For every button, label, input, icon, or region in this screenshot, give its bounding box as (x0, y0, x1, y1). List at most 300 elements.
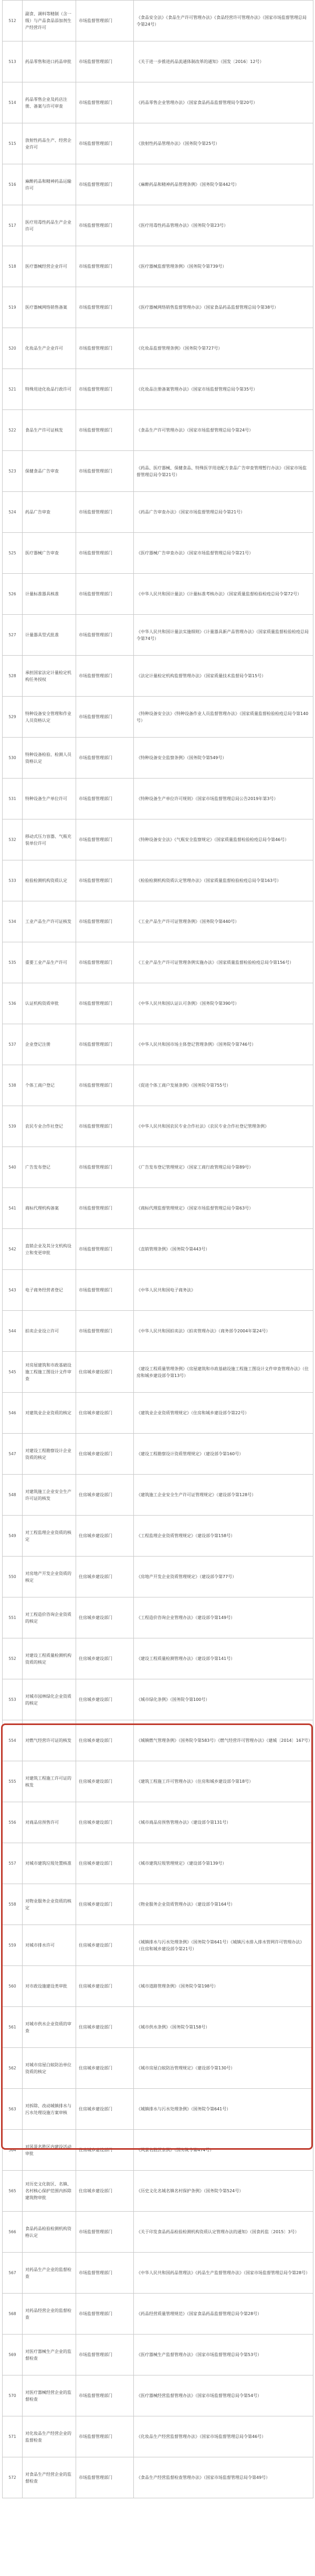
legal-basis: 《城市房屋白蚁防治管理规定》（建设部令第130号） (134, 2048, 313, 2089)
department: 住房城乡建设部门 (76, 1516, 134, 1557)
item-name: 企业登记注册 (23, 1024, 76, 1065)
item-name: 对药品生产企业的监督检查 (23, 2253, 76, 2294)
item-name: 药品零售和进口药品审批 (23, 41, 76, 82)
table-row (3, 1024, 313, 1065)
table-row (3, 1147, 313, 1188)
department: 市场监督管理部门 (76, 2375, 134, 2416)
row-number: 570 (3, 2375, 23, 2416)
legal-basis: 《化妆品监督管理条例》（国务院令第727号） (134, 328, 313, 369)
department: 市场监督管理部门 (76, 82, 134, 123)
row-number: 560 (3, 1966, 23, 2007)
department: 市场监督管理部门 (76, 2294, 134, 2335)
department: 住房城乡建设部门 (76, 1475, 134, 1516)
department: 住房城乡建设部门 (76, 2130, 134, 2171)
row-number: 513 (3, 41, 23, 82)
item-name: 对燃气经营许可证的核发 (23, 1720, 76, 1761)
department: 市场监督管理部门 (76, 942, 134, 983)
item-name: 对物业服务企业资质的核定 (23, 1884, 76, 1925)
department: 住房城乡建设部门 (76, 1679, 134, 1720)
row-number: 557 (3, 1843, 23, 1884)
department: 住房城乡建设部门 (76, 1597, 134, 1638)
department: 市场监督管理部门 (76, 1106, 134, 1147)
table-row (3, 2089, 313, 2130)
item-name: 保健食品广告审查 (23, 451, 76, 492)
department: 住房城乡建设部门 (76, 1884, 134, 1925)
item-name: 认证机构资质审批 (23, 983, 76, 1024)
item-name: 对工程造价咨询企业资质的核定 (23, 1597, 76, 1638)
row-number: 535 (3, 942, 23, 983)
item-name: 对城市建筑垃圾处置核准 (23, 1843, 76, 1884)
legal-basis: 《化妆品注册备案管理办法》（国家市场监督管理总局令第35号） (134, 369, 313, 410)
legal-basis: 《中华人民共和国农民专业合作社法》《农民专业合作社登记管理条例》 (134, 1106, 313, 1147)
item-name: 对商品房预售许可 (23, 1802, 76, 1843)
legal-basis: 《医疗器械生产监督管理办法》（国家市场监督管理总局令第53号） (134, 2335, 313, 2375)
department: 市场监督管理部门 (76, 164, 134, 205)
legal-basis: 《城市绿化条例》（国务院令第100号） (134, 1679, 313, 1720)
item-name: 广告发布登记 (23, 1147, 76, 1188)
item-name: 医疗器械网络销售备案 (23, 287, 76, 328)
row-number: 527 (3, 615, 23, 656)
item-name: 计量器具型式批准 (23, 615, 76, 656)
item-name: 对食品生产经营企业的监督检查 (23, 2457, 76, 2498)
table-row (3, 1270, 313, 1311)
table-row (3, 2375, 313, 2416)
row-number: 528 (3, 656, 23, 697)
item-name: 医疗用毒性药品生产企业许可 (23, 205, 76, 246)
row-number: 529 (3, 697, 23, 738)
legal-basis: 《检验检测机构资质认定管理办法》（国家质量监督检验检疫总局令第163号） (134, 860, 313, 901)
table-row (3, 1966, 313, 2007)
item-name: 药品广告审查 (23, 492, 76, 533)
row-number: 536 (3, 983, 23, 1024)
table-row (3, 1638, 313, 1679)
department: 市场监督管理部门 (76, 2253, 134, 2294)
item-name: 农民专业合作社登记 (23, 1106, 76, 1147)
department: 市场监督管理部门 (76, 369, 134, 410)
item-name: 放射性药品生产、经营企业许可 (23, 123, 76, 164)
table-row (3, 2253, 313, 2294)
legal-basis: 《医疗用毒性药品管理办法》（国务院令第23号） (134, 205, 313, 246)
row-number: 515 (3, 123, 23, 164)
legal-basis: 《房地产开发企业资质管理规定》（建设部令第77号） (134, 1557, 313, 1597)
row-number: 530 (3, 738, 23, 779)
table-row (3, 451, 313, 492)
legal-basis: 《医疗器械监督管理条例》（国务院令第739号） (134, 246, 313, 287)
item-name: 对房地产开发企业资质的核定 (23, 1557, 76, 1597)
item-name: 对药品经营企业的监督检查 (23, 2294, 76, 2335)
row-number: 519 (3, 287, 23, 328)
legal-basis: 《建筑工程施工许可管理办法》（住房和城乡建设部令第18号） (134, 1761, 313, 1802)
legal-basis: 《中华人民共和国拍卖法》《拍卖管理办法》（商务部令2004年第24号） (134, 1311, 313, 1352)
legal-basis: 《城市道路管理条例》（国务院令第198号） (134, 1966, 313, 2007)
table-row (3, 1, 313, 41)
department: 住房城乡建设部门 (76, 1802, 134, 1843)
legal-basis: 《广告发布登记管理规定》（国家工商行政管理总局令第89号） (134, 1147, 313, 1188)
department: 市场监督管理部门 (76, 615, 134, 656)
table-row (3, 1557, 313, 1597)
row-number: 565 (3, 2171, 23, 2212)
table-row (3, 738, 313, 779)
row-number: 555 (3, 1761, 23, 1802)
legal-basis: 《建筑业企业资质管理规定》（住房和城乡建设部令第22号） (134, 1393, 313, 1434)
department: 市场监督管理部门 (76, 287, 134, 328)
item-name: 食品生产许可证核发 (23, 410, 76, 451)
legal-basis: 《关于印发食品药品检验检测机构资质认定管理办法的通知》（国食药监〔2015〕3号） (134, 2212, 313, 2253)
legal-basis: 《法定计量检定机构监督管理办法》（国家质量技术监督局令第15号） (134, 656, 313, 697)
department: 住房城乡建设部门 (76, 1720, 134, 1761)
row-number: 534 (3, 901, 23, 942)
department: 住房城乡建设部门 (76, 1638, 134, 1679)
item-name: 承担国家法定计量检定机构任务授权 (23, 656, 76, 697)
row-number: 526 (3, 574, 23, 615)
row-number: 517 (3, 205, 23, 246)
table-row (3, 123, 313, 164)
row-number: 561 (3, 2007, 23, 2048)
table-row (3, 2171, 313, 2212)
table-row (3, 1352, 313, 1393)
table-row (3, 983, 313, 1024)
row-number: 533 (3, 860, 23, 901)
legal-basis: 《城市建筑垃圾管理规定》（建设部令第139号） (134, 1843, 313, 1884)
item-name: 移动式压力容器、气瓶充装单位许可 (23, 819, 76, 860)
item-name: 麻醉药品和精神药品运输许可 (23, 164, 76, 205)
department: 市场监督管理部门 (76, 328, 134, 369)
legal-basis: 《中华人民共和国认证认可条例》（国务院令第390号） (134, 983, 313, 1024)
legal-basis: 《直销管理条例》（国务院令第443号） (134, 1229, 313, 1270)
legal-basis: 《建设工程质量检测管理办法》（建设部令第141号） (134, 1638, 313, 1679)
row-number: 563 (3, 2089, 23, 2130)
department: 住房城乡建设部门 (76, 2171, 134, 2212)
row-number: 552 (3, 1638, 23, 1679)
table-row (3, 2416, 313, 2457)
table-row (3, 246, 313, 287)
department: 市场监督管理部门 (76, 860, 134, 901)
row-number: 550 (3, 1557, 23, 1597)
department: 住房城乡建设部门 (76, 2089, 134, 2130)
row-number: 543 (3, 1270, 23, 1311)
row-number: 523 (3, 451, 23, 492)
table-row (3, 1434, 313, 1475)
table-row (3, 2048, 313, 2089)
item-name: 对化妆品生产经营企业的监督检查 (23, 2416, 76, 2457)
table-row (3, 205, 313, 246)
department: 市场监督管理部门 (76, 2457, 134, 2498)
legal-basis: 《建设工程勘察设计资质管理规定》（建设部令第160号） (134, 1434, 313, 1475)
legal-basis: 《中华人民共和国药品管理法》《药品生产监督管理办法》（国家市场监督管理总局令第28号） (134, 2253, 313, 2294)
legal-basis: 《药品广告审查办法》（国家市场监督管理总局令第21号） (134, 492, 313, 533)
table-row (3, 697, 313, 738)
row-number: 532 (3, 819, 23, 860)
legal-basis: 《物业服务企业资质管理办法》（建设部令第164号） (134, 1884, 313, 1925)
department: 市场监督管理部门 (76, 1065, 134, 1106)
legal-basis: 《工业产品生产许可证管理条例》（国务院令第440号） (134, 901, 313, 942)
legal-basis: 《放射性药品管理办法》（国务院令第25号） (134, 123, 313, 164)
row-number: 524 (3, 492, 23, 533)
row-number: 525 (3, 533, 23, 574)
item-name: 特种设备安全管理和作业人员资格认定 (23, 697, 76, 738)
row-number: 566 (3, 2212, 23, 2253)
legal-basis: 《食品生产经营监督检查管理办法》（国家市场监督管理总局令第49号） (134, 2457, 313, 2498)
table-row (3, 901, 313, 942)
department: 住房城乡建设部门 (76, 1966, 134, 2007)
item-name: 个体工商户登记 (23, 1065, 76, 1106)
table-row (3, 1761, 313, 1802)
department: 市场监督管理部门 (76, 901, 134, 942)
table-row (3, 1393, 313, 1434)
table-row (3, 1925, 313, 1966)
item-name: 医疗器械广告审查 (23, 533, 76, 574)
item-name: 电子商务经营者登记 (23, 1270, 76, 1311)
department: 市场监督管理部门 (76, 697, 134, 738)
row-number: 558 (3, 1884, 23, 1925)
table-row (3, 1106, 313, 1147)
row-number: 539 (3, 1106, 23, 1147)
legal-basis: 《特种设备安全监察条例》（国务院令第549号） (134, 738, 313, 779)
department: 市场监督管理部门 (76, 123, 134, 164)
item-name: 拍卖企业设立许可 (23, 1311, 76, 1352)
row-number: 531 (3, 779, 23, 819)
legal-basis: 《建设工程质量管理条例》《房屋建筑和市政基础设施工程施工图设计文件审查管理办法》（住房和城乡建设部令第13号） (134, 1352, 313, 1393)
department: 住房城乡建设部门 (76, 1352, 134, 1393)
row-number: 571 (3, 2416, 23, 2457)
row-number: 546 (3, 1393, 23, 1434)
item-name: 商标代理机构备案 (23, 1188, 76, 1229)
table-row (3, 1311, 313, 1352)
department: 市场监督管理部门 (76, 1188, 134, 1229)
item-name: 对市政设施建设类审批 (23, 1966, 76, 2007)
item-name: 重要工业产品生产许可 (23, 942, 76, 983)
table-row (3, 574, 313, 615)
item-name: 对建筑施工企业安全生产许可证的核发 (23, 1475, 76, 1516)
legal-basis: 《药品、医疗器械、保健食品、特殊医学用途配方食品广告审查管理暂行办法》（国家市场监督管理总局令第21号） (134, 451, 313, 492)
item-name: 对城市园林绿化企业资质的核定 (23, 1679, 76, 1720)
item-name: 特种设备生产单位许可 (23, 779, 76, 819)
item-name: 对建筑工程施工许可证的核发 (23, 1761, 76, 1802)
table-row (3, 164, 313, 205)
legal-basis: 《特种设备生产单位许可规则》（国家市场监督管理总局公告2019年第3号） (134, 779, 313, 819)
table-row (3, 328, 313, 369)
item-name: 副食、调料等精制（含一级）与产品食品添加剂生产经营许可 (23, 1, 76, 41)
item-name: 对建设工程质量检测机构资质的核定 (23, 1638, 76, 1679)
table-row (3, 1884, 313, 1925)
table-row (3, 942, 313, 983)
department: 住房城乡建设部门 (76, 1925, 134, 1966)
row-number: 547 (3, 1434, 23, 1475)
legal-basis: 《城镇燃气管理条例》（国务院令第583号）《燃气经营许可管理办法》（建城〔2014〕167号） (134, 1720, 313, 1761)
row-number: 542 (3, 1229, 23, 1270)
item-name: 对房屋建筑和市政基础设施工程施工图设计文件审查 (23, 1352, 76, 1393)
department: 市场监督管理部门 (76, 246, 134, 287)
row-number: 522 (3, 410, 23, 451)
department: 市场监督管理部门 (76, 2335, 134, 2375)
row-number: 541 (3, 1188, 23, 1229)
legal-basis: 《食品生产许可管理办法》（国家市场监督管理总局令第24号） (134, 410, 313, 451)
row-number: 545 (3, 1352, 23, 1393)
legal-basis: 《化妆品生产经营监督管理办法》（国家市场监督管理总局令第46号） (134, 2416, 313, 2457)
item-name: 医疗器械经营企业许可 (23, 246, 76, 287)
table-row (3, 656, 313, 697)
table-row (3, 1597, 313, 1638)
department: 市场监督管理部门 (76, 2212, 134, 2253)
item-name: 对医疗器械生产企业的监督检查 (23, 2335, 76, 2375)
legal-basis: 《风景名胜区条例》（国务院令第474号） (134, 2130, 313, 2171)
department: 市场监督管理部门 (76, 819, 134, 860)
table-row (3, 492, 313, 533)
table-row (3, 1475, 313, 1516)
table-row (3, 1679, 313, 1720)
table-row (3, 615, 313, 656)
table-row (3, 287, 313, 328)
row-number: 568 (3, 2294, 23, 2335)
item-name: 对医疗器械经营企业的监督检查 (23, 2375, 76, 2416)
department: 市场监督管理部门 (76, 1147, 134, 1188)
department: 市场监督管理部门 (76, 983, 134, 1024)
department: 住房城乡建设部门 (76, 1843, 134, 1884)
row-number: 516 (3, 164, 23, 205)
row-number: 562 (3, 2048, 23, 2089)
legal-basis: 《建筑施工企业安全生产许可证管理规定》（建设部令第128号） (134, 1475, 313, 1516)
department: 市场监督管理部门 (76, 738, 134, 779)
row-number: 553 (3, 1679, 23, 1720)
department: 市场监督管理部门 (76, 1229, 134, 1270)
row-number: 521 (3, 369, 23, 410)
row-number: 549 (3, 1516, 23, 1557)
item-name: 对建设工程勘察设计企业资质的核定 (23, 1434, 76, 1475)
row-number: 544 (3, 1311, 23, 1352)
table-row (3, 41, 313, 82)
legal-basis: 《中华人民共和国计量法实施细则》《计量器具新产品管理办法》（国家质量监督检验检疫总局令第74号） (134, 615, 313, 656)
row-number: 538 (3, 1065, 23, 1106)
legal-basis: 《医疗器械网络销售监督管理办法》（国家食品药品监督管理总局令第38号） (134, 287, 313, 328)
approval-items-table (2, 0, 313, 2498)
table-row (3, 369, 313, 410)
row-number: 540 (3, 1147, 23, 1188)
legal-basis: 《工程监理企业资质管理规定》（建设部令第158号） (134, 1516, 313, 1557)
item-name: 对城市房屋白蚁防治单位资质的核定 (23, 2048, 76, 2089)
row-number: 512 (3, 1, 23, 41)
item-name: 特殊用途化妆品行政许可 (23, 369, 76, 410)
legal-basis: 《历史文化名城名镇名村保护条例》（国务院令第524号） (134, 2171, 313, 2212)
item-name: 对工程监理企业资质的核定 (23, 1516, 76, 1557)
department: 市场监督管理部门 (76, 205, 134, 246)
row-number: 569 (3, 2335, 23, 2375)
table-row (3, 1229, 313, 1270)
department: 住房城乡建设部门 (76, 1761, 134, 1802)
department: 住房城乡建设部门 (76, 1434, 134, 1475)
item-name: 对城市排水许可 (23, 1925, 76, 1966)
department: 市场监督管理部门 (76, 41, 134, 82)
table-row (3, 410, 313, 451)
table-row (3, 533, 313, 574)
item-name: 检验检测机构资质认定 (23, 860, 76, 901)
table-row (3, 1516, 313, 1557)
department: 市场监督管理部门 (76, 533, 134, 574)
department: 市场监督管理部门 (76, 574, 134, 615)
item-name: 对历史文化街区、名镇、名村核心保护范围内拆除建筑物审批 (23, 2171, 76, 2212)
row-number: 518 (3, 246, 23, 287)
row-number: 548 (3, 1475, 23, 1516)
legal-basis: 《城市供水条例》（国务院令第158号） (134, 2007, 313, 2048)
item-name: 对拆除、改动城镇排水与污水处理设施方案审核 (23, 2089, 76, 2130)
table-row (3, 2335, 313, 2375)
row-number: 567 (3, 2253, 23, 2294)
legal-basis: 《城镇排水与污水处理条例》（国务院令第641号）《城镇污水排入排水管网许可管理办法》（住房和城乡建设部令第21号） (134, 1925, 313, 1966)
table-row (3, 2294, 313, 2335)
legal-basis: 《工业产品生产许可证管理条例实施办法》（国家质量监督检验检疫总局令第156号） (134, 942, 313, 983)
legal-basis: 《药品经营质量管理规范》（国家食品药品监督管理总局令第28号） (134, 2294, 313, 2335)
item-name: 化妆品生产企业许可 (23, 328, 76, 369)
legal-basis: 《关于进一步推进药品流通体制改革的通知》（国发〔2016〕12号） (134, 41, 313, 82)
row-number: 551 (3, 1597, 23, 1638)
department: 市场监督管理部门 (76, 1311, 134, 1352)
legal-basis: 《医疗器械经营监督管理办法》（国家市场监督管理总局令第54号） (134, 2375, 313, 2416)
table-row (3, 2457, 313, 2498)
item-name: 直销企业及其分支机构设立和变更审批 (23, 1229, 76, 1270)
table-body (3, 1, 313, 2498)
table-row (3, 1188, 313, 1229)
row-number: 556 (3, 1802, 23, 1843)
department: 住房城乡建设部门 (76, 2007, 134, 2048)
item-name: 特种设备检验、检测人员资格认定 (23, 738, 76, 779)
department: 市场监督管理部门 (76, 492, 134, 533)
item-name: 食品药品检验检测机构资格认定 (23, 2212, 76, 2253)
department: 市场监督管理部门 (76, 451, 134, 492)
table-row (3, 1802, 313, 1843)
table-row (3, 2212, 313, 2253)
department: 市场监督管理部门 (76, 779, 134, 819)
table-row (3, 819, 313, 860)
legal-basis: 《麻醉药品和精神药品管理条例》（国务院令第442号） (134, 164, 313, 205)
item-name: 对城市供水企业资质的审查 (23, 2007, 76, 2048)
row-number: 559 (3, 1925, 23, 1966)
table-row (3, 860, 313, 901)
legal-basis: 《城镇排水与污水处理条例》（国务院令第641号） (134, 2089, 313, 2130)
department: 市场监督管理部门 (76, 2416, 134, 2457)
legal-basis: 《药品零售企业管理办法》（国家食品药品监督管理局令第20号） (134, 82, 313, 123)
table-row (3, 2130, 313, 2171)
department: 市场监督管理部门 (76, 656, 134, 697)
legal-basis: 《城市商品房预售管理办法》（建设部令第131号） (134, 1802, 313, 1843)
row-number: 564 (3, 2130, 23, 2171)
item-name: 药品零售企业及药店注册、备案与许可审查 (23, 82, 76, 123)
legal-basis: 《商标代理监督管理规定》（国家市场监督管理总局令第63号） (134, 1188, 313, 1229)
table-row (3, 1065, 313, 1106)
legal-basis: 《中华人民共和国计量法》《计量标准考核办法》（国家质量监督检验检疫总局令第72号） (134, 574, 313, 615)
row-number: 514 (3, 82, 23, 123)
item-name: 工业产品生产许可证核发 (23, 901, 76, 942)
table-row (3, 2007, 313, 2048)
legal-basis: 《医疗器械广告审查办法》（国家市场监督管理总局令第21号） (134, 533, 313, 574)
legal-basis: 《工程造价咨询企业管理办法》（建设部令第149号） (134, 1597, 313, 1638)
department: 市场监督管理部门 (76, 1270, 134, 1311)
row-number: 572 (3, 2457, 23, 2498)
legal-basis: 《特种设备安全法》《气瓶安全监察规定》（国家质量监督检验检疫总局令第46号） (134, 819, 313, 860)
item-name: 对风景名胜区内建设活动审批 (23, 2130, 76, 2171)
legal-basis: 《中华人民共和国市场主体登记管理条例》（国务院令第746号） (134, 1024, 313, 1065)
department: 住房城乡建设部门 (76, 1393, 134, 1434)
table-row (3, 1720, 313, 1761)
item-name: 计量标准器具核准 (23, 574, 76, 615)
department: 市场监督管理部门 (76, 410, 134, 451)
table-row (3, 82, 313, 123)
item-name: 对建筑业企业资质的核定 (23, 1393, 76, 1434)
row-number: 537 (3, 1024, 23, 1065)
row-number: 554 (3, 1720, 23, 1761)
legal-basis: 《促进个体工商户发展条例》（国务院令第755号） (134, 1065, 313, 1106)
table-row (3, 779, 313, 819)
table-row (3, 1843, 313, 1884)
row-number: 520 (3, 328, 23, 369)
